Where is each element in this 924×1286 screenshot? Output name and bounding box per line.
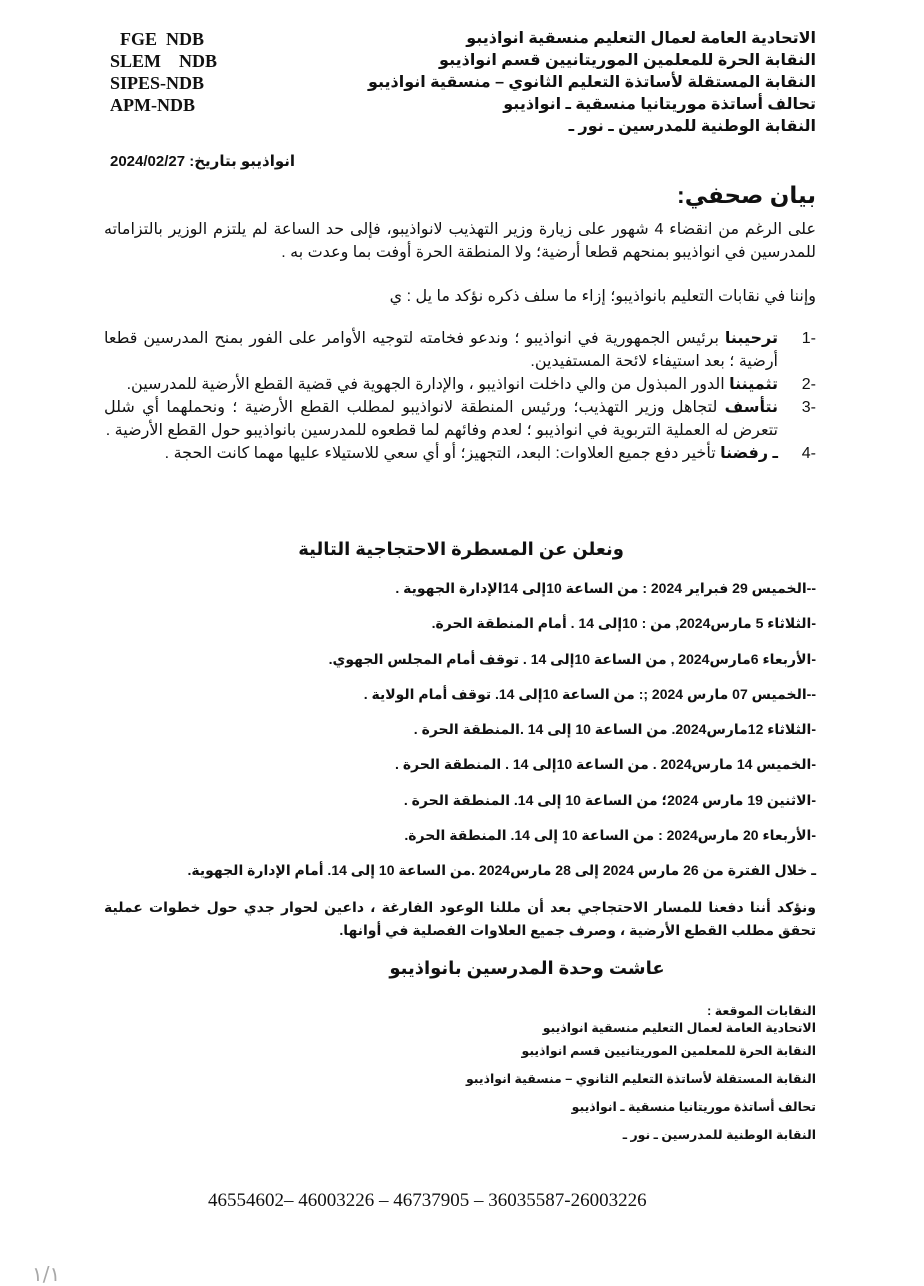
position-item xyxy=(104,327,816,373)
lead-sentence: وإننا في نقابات التعليم بانواذيبو؛ إزاء ما سلف ذكره نؤكد ما يل : ي xyxy=(389,288,816,305)
item-text: الدور المبذول من والي داخلت انواذيبو ، والإدارة الجهوية في قضية القطع الأرضية للمدرسين. xyxy=(126,376,730,393)
schedule-entry: -الأربعاء 6مارس2024 , من الساعة 10إلى 14 . توقف أمام المجلس الجهوي. xyxy=(328,650,816,667)
union-acronyms xyxy=(110,28,270,116)
acronym-slem: SLEM NDB xyxy=(110,51,218,71)
union-name: تحالف أساتذة موريتانيا منسقية ـ انواذيبو xyxy=(503,96,816,113)
item-keyword: ـ رفضنا xyxy=(720,445,778,462)
page-number: ١/١ xyxy=(32,1262,61,1286)
intro-paragraph: على الرغم من انقضاء 4 شهور على زيارة وزير التهذيب لانواذيبو، فإلى حد الساعة لم يلتزم الوزير بالتزاماته للمدرسين في انواذيبو بمنحهم قطعا أرضية؛ ولا المنطقة الحرة أوفت بما وعدت به . xyxy=(104,221,817,261)
item-text: تأخير دفع جميع العلاوات: البعد، التجهيز؛ أو أي سعي للاستيلاء عليها مهما كانت الحجة . xyxy=(164,445,721,462)
signatories-label: النقابات الموقعة : xyxy=(707,1004,816,1018)
contact-phones: 46554602– 46003226 – 46737905 – 36035587-26003226 xyxy=(208,1190,647,1211)
item-number: 2- xyxy=(801,376,816,393)
item-number: 3- xyxy=(801,399,816,416)
item-number: 4- xyxy=(801,445,816,462)
acronym-fge: FGE NDB xyxy=(120,29,205,49)
position-item xyxy=(104,373,816,396)
union-names-header xyxy=(336,28,816,138)
signatory: تحالف أساتذة موريتانيا منسقية ـ انواذيبو xyxy=(571,1100,816,1114)
position-list xyxy=(104,327,816,465)
union-name: النقابة الحرة للمعلمين الموريتانيين قسم انواذيبو xyxy=(439,52,816,69)
signatory: الاتحادية العامة لعمال التعليم منسقية انواذيبو xyxy=(542,1021,816,1035)
schedule-heading: ونعلن عن المسطرة الاحتجاجية التالية xyxy=(298,539,624,559)
schedule-entry: -الثلاثاء 5 مارس2024, من : 10إلى 14 . أمام المنطقة الحرة. xyxy=(431,615,816,632)
schedule-entry: -الخميس 14 مارس2024 . من الساعة 10إلى 14 . المنطقة الحرة . xyxy=(395,756,816,773)
item-keyword: ترحيبنا xyxy=(724,330,778,347)
document-title: بيان صحفي: xyxy=(677,182,816,208)
schedule-entry: --الخميس 07 مارس 2024 ;: من الساعة 10إلى 14. توقف أمام الولاية . xyxy=(363,685,816,702)
protest-schedule xyxy=(104,578,816,896)
item-keyword: نتأسف xyxy=(724,399,778,416)
signatory: النقابة الحرة للمعلمين الموريتانيين قسم انواذيبو xyxy=(521,1044,816,1058)
schedule-entry: -الأربعاء 20 مارس2024 : من الساعة 10 إلى 14. المنطقة الحرة. xyxy=(404,827,816,844)
signatory: النقابة الوطنية للمدرسين ـ نور ـ xyxy=(622,1128,816,1142)
item-keyword: تثميننا xyxy=(729,376,778,393)
signatories-block xyxy=(396,1003,816,1149)
schedule-entry: -الثلاثاء 12مارس2024. من الساعة 10 إلى 14 .المنطقة الحرة . xyxy=(413,721,816,738)
position-item xyxy=(104,442,816,465)
schedule-entry: -الاثنين 19 مارس 2024؛ من الساعة 10 إلى 14. المنطقة الحرة . xyxy=(403,791,816,808)
item-text: لتجاهل وزير التهذيب؛ ورئيس المنطقة لانواذيبو لمطلب القطع الأرضية ؛ ونحملهما أي شلل تتعرض له العملية التربوية في انواذيبو ؛ لعدم وفائهم لما قطعوه للمدرسين بانواذيبو حول القطع الأرضية . xyxy=(104,399,778,439)
union-name: النقابة الوطنية للمدرسين ـ نور ـ xyxy=(568,118,816,135)
schedule-entry: --الخميس 29 فبراير 2024 : من الساعة 10إلى 14الإدارة الجهوية . xyxy=(395,580,816,596)
acronym-apm: APM-NDB xyxy=(110,95,195,115)
acronym-sipes: SIPES-NDB xyxy=(110,73,205,93)
closing-paragraph: ونؤكد أننا دفعنا للمسار الاحتجاجي بعد أن مللنا الوعود الفارغة ، داعين لحوار جدي حول خطوات عملية تحقق مطلب القطع الأرضية ، وصرف جميع العلاوات الفصلية في أوانها. xyxy=(104,899,816,938)
union-name: الاتحادية العامة لعمال التعليم منسقية انواذيبو xyxy=(466,30,816,47)
schedule-entry: ـ خلال الفترة من 26 مارس 2024 إلى 28 مارس2024 .من الساعة 10 إلى 14. أمام الإدارة الجهوية. xyxy=(187,862,816,879)
item-text: برئيس الجمهورية في انواذيبو ؛ وندعو فخامته لتوجيه الأوامر على الفور بمنح المدرسين قطعا أرضية ؛ بعد استيفاء لائحة المستفيدين. xyxy=(104,330,778,370)
position-item xyxy=(104,396,816,442)
slogan: عاشت وحدة المدرسين بانواذيبو xyxy=(389,958,665,978)
document-date: انواذيبو بتاريخ: 2024/02/27 xyxy=(110,153,296,170)
signatory: النقابة المستقلة لأساتذة التعليم الثانوي – منسقية انواذيبو xyxy=(465,1072,816,1086)
union-name: النقابة المستقلة لأساتذة التعليم الثانوي – منسقية انواذيبو xyxy=(367,74,816,91)
item-number: 1- xyxy=(801,330,816,347)
